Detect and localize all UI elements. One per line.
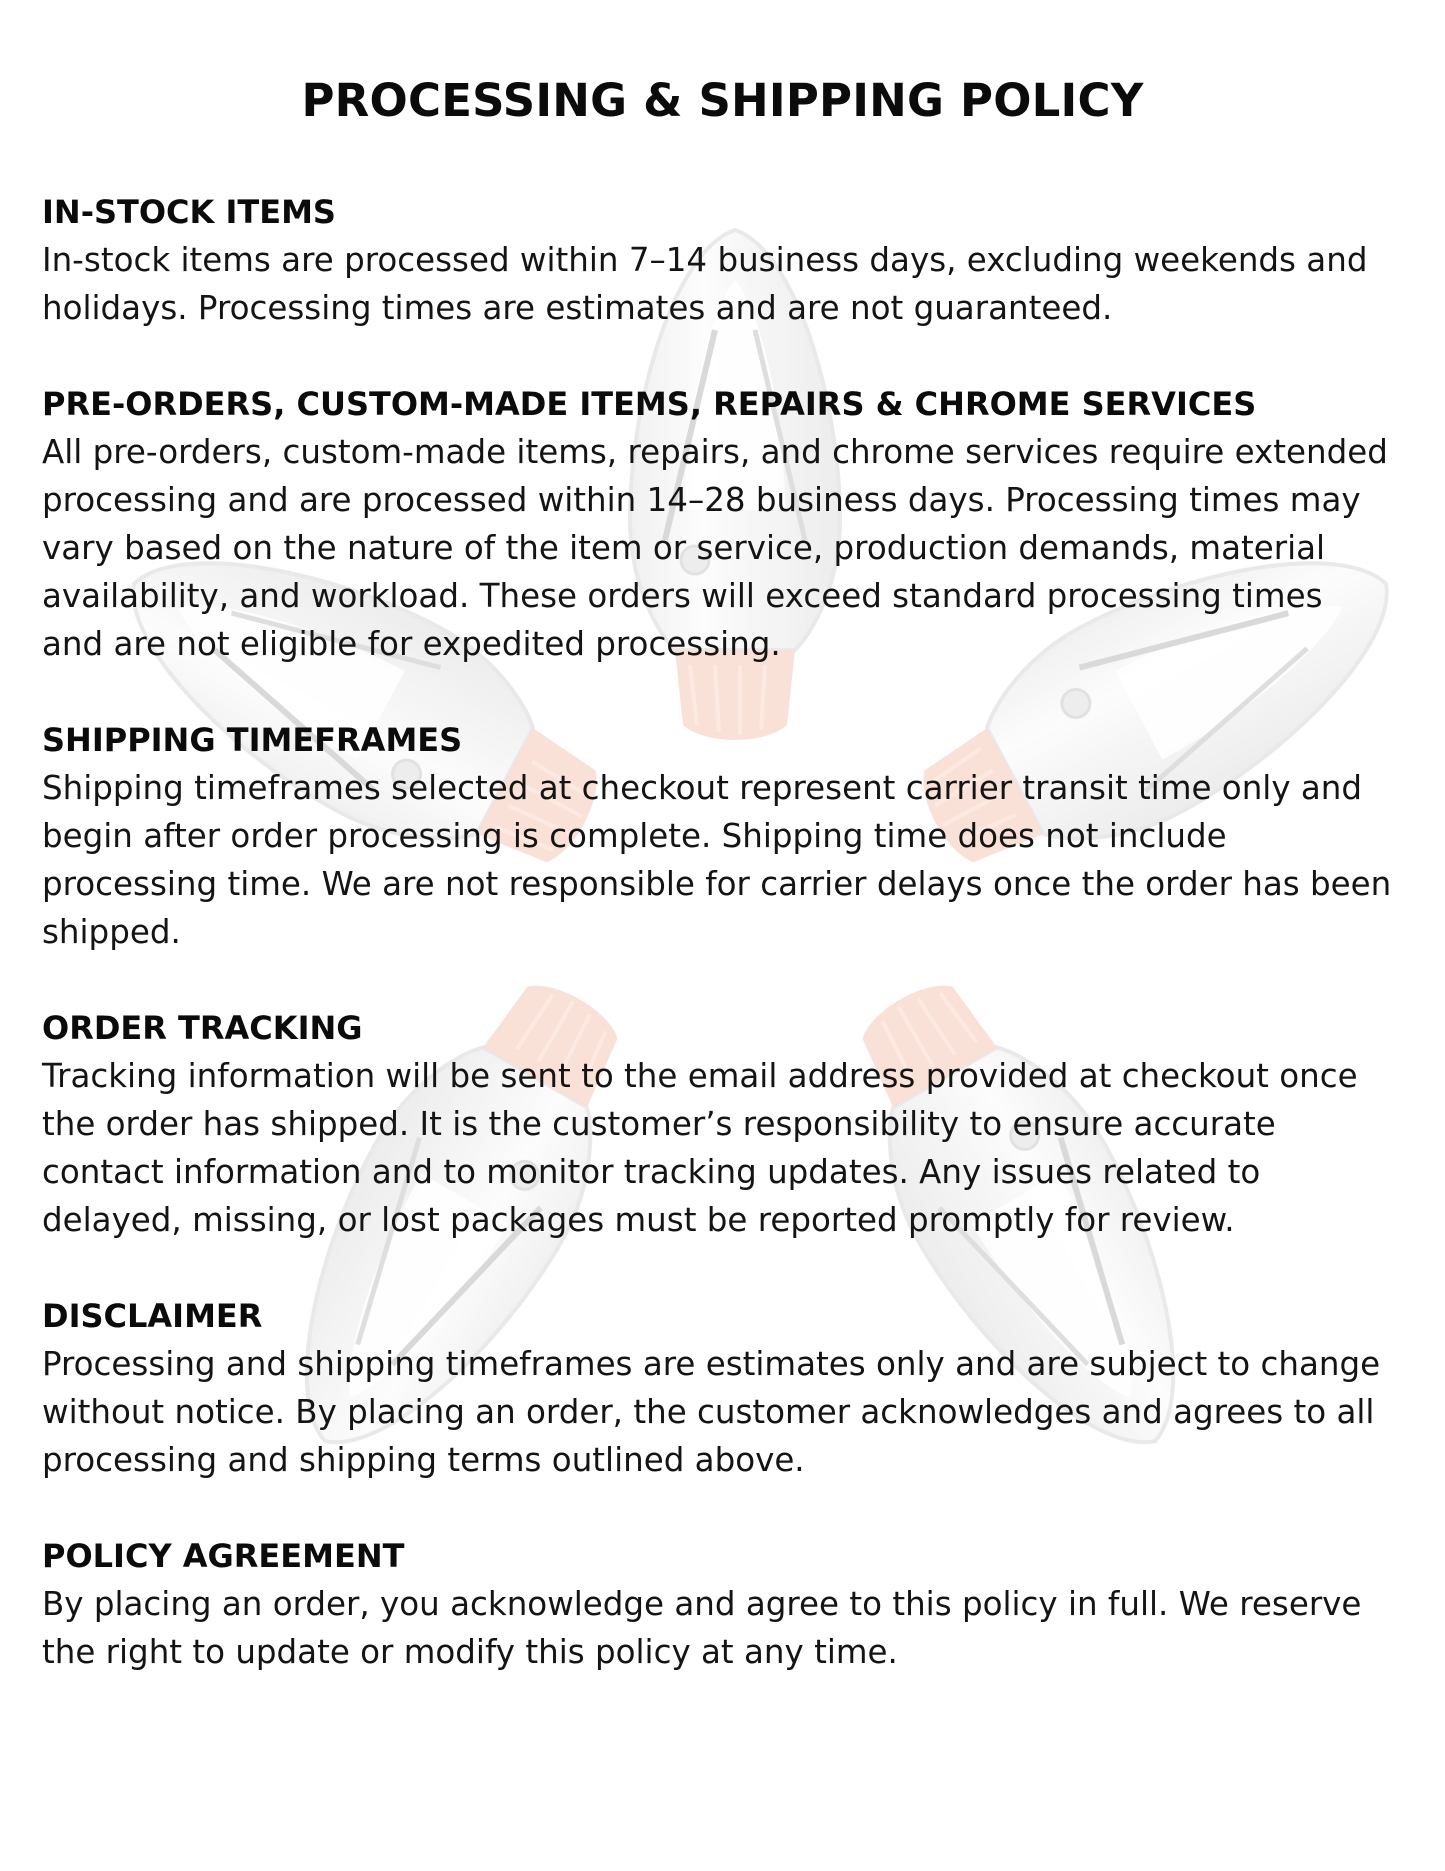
section-body: Tracking information will be sent to the email address provided at checkout once the order has shipped. It is the customer’s responsibility to ensure accurate contact information and to monitor tracking updates. Any issues related to delayed, missing, or lost packages must be reported promptly for review.	[42, 1057, 1358, 1239]
section-body: Shipping timeframes selected at checkout represent carrier transit time only and begin after order processing is complete. Shipping time does not include processing time. We are not responsible for carrier delays once the order has been shipped.	[42, 769, 1392, 951]
section-heading: SHIPPING TIMEFRAMES	[42, 721, 463, 759]
section-body: In-stock items are processed within 7–14 business days, excluding weekends and holidays. Processing times are estimates and are not guaranteed.	[42, 241, 1368, 327]
section-disclaimer	[42, 1292, 1403, 1484]
section-heading: DISCLAIMER	[42, 1297, 263, 1335]
section-heading: POLICY AGREEMENT	[42, 1537, 405, 1575]
section-pre-orders-custom-repairs-chrome	[42, 380, 1403, 668]
section-shipping-timeframes	[42, 716, 1403, 956]
section-heading: PRE-ORDERS, CUSTOM-MADE ITEMS, REPAIRS & CHROME SERVICES	[42, 385, 1257, 423]
section-heading: ORDER TRACKING	[42, 1009, 363, 1047]
section-body: By placing an order, you acknowledge and agree to this policy in full. We reserve the right to update or modify this policy at any time.	[42, 1585, 1362, 1671]
page-title: PROCESSING & SHIPPING POLICY	[301, 74, 1144, 127]
section-heading: IN-STOCK ITEMS	[42, 193, 336, 231]
section-policy-agreement	[42, 1532, 1403, 1676]
section-in-stock-items	[42, 188, 1403, 332]
section-body: Processing and shipping timeframes are estimates only and are subject to change without notice. By placing an order, the customer acknowledges and agrees to all processing and shipping terms outlined above.	[42, 1345, 1381, 1479]
section-body: All pre-orders, custom-made items, repairs, and chrome services require extended processing and are processed within 14–28 business days. Processing times may vary based on the nature of the item or service, production demands, material availability, and workload. These orders will exceed standard processing times and are not eligible for expedited processing.	[42, 433, 1388, 663]
section-order-tracking	[42, 1004, 1403, 1244]
